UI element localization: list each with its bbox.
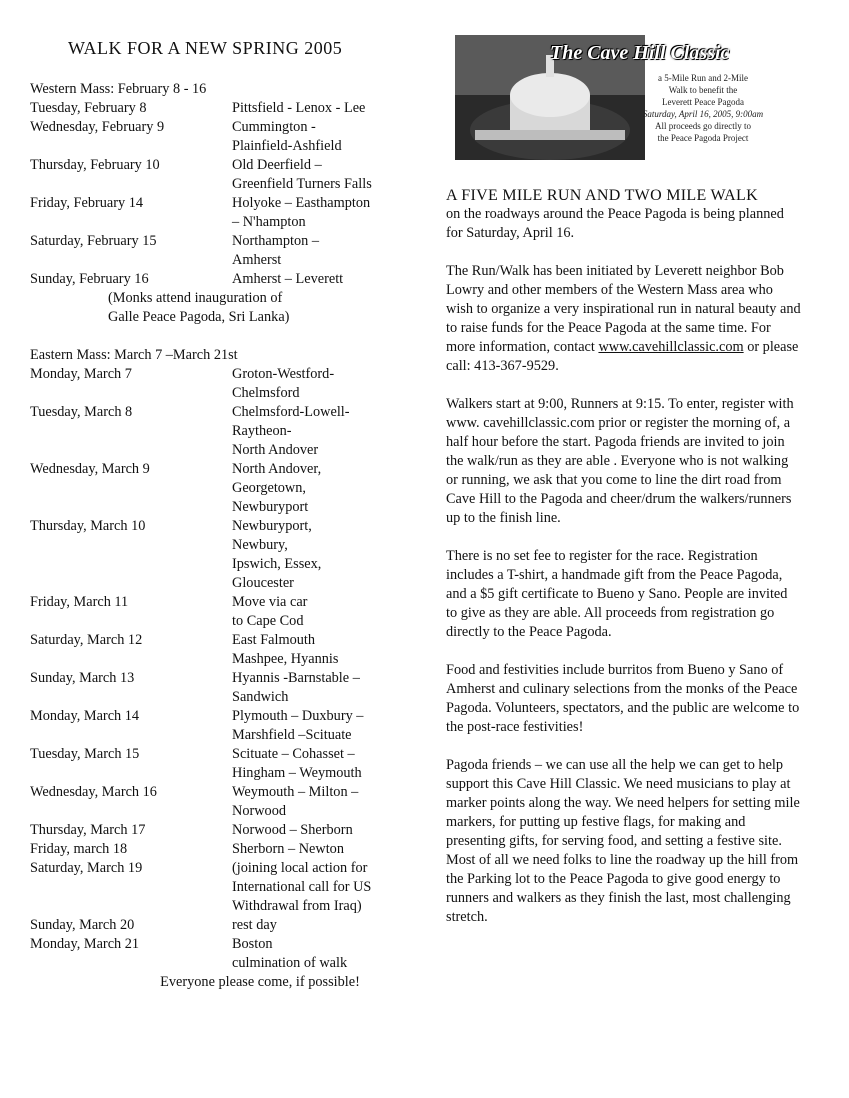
route-line: Plainfield-Ashfield [232, 138, 342, 154]
schedule-row [30, 460, 430, 517]
ad-line-3: Leverett Peace Pagoda [662, 97, 744, 107]
route-line: Hingham – Weymouth [232, 765, 362, 781]
schedule-row [30, 935, 430, 973]
schedule-day: Saturday, February 15 [30, 233, 157, 249]
schedule-route [232, 460, 430, 517]
route-line: Scituate – Cohasset – [232, 746, 355, 762]
route-line: Cummington - [232, 119, 316, 135]
schedule-day: Thursday, March 17 [30, 822, 146, 838]
schedule-row [30, 593, 430, 631]
route-line: Chelmsford [232, 385, 300, 401]
schedule-day: Tuesday, March 15 [30, 746, 140, 762]
schedule-route [232, 232, 430, 270]
route-line: International call for US [232, 879, 372, 895]
route-line: Newburyport, [232, 518, 312, 534]
route-line: Sherborn – Newton [232, 841, 344, 857]
article-paragraph-2: Walkers start at 9:00, Runners at 9:15. To enter, register with www. cavehillclassic.com prior or register the morning of, a half hour before the start. Pagoda friends are invited to join the walk/run as they are able . Everyone who is not walking or running, we ask that you come to line the dirt road from Cave Hill to the Pagoda and cheer/drum the walkers/runners up to the finish line. [446, 396, 794, 526]
schedule-route [232, 194, 430, 232]
route-line: Georgetown, [232, 480, 306, 496]
schedule-route [232, 99, 430, 118]
route-line: – N'hampton [232, 214, 306, 230]
schedule-row [30, 783, 430, 821]
route-line: Old Deerfield – [232, 157, 322, 173]
route-line: Norwood – Sherborn [232, 822, 353, 838]
route-line: (joining local action for [232, 860, 368, 876]
route-line: Chelmsford-Lowell- [232, 404, 350, 420]
route-line: Boston [232, 936, 273, 952]
schedule-row [30, 403, 430, 460]
schedule-row [30, 156, 430, 194]
route-line: culmination of walk [232, 955, 348, 971]
western-note-line-2: Galle Peace Pagoda, Sri Lanka) [108, 309, 290, 325]
schedule-route [232, 840, 430, 859]
website-link[interactable]: www.cavehillclassic.com [598, 339, 744, 355]
route-line: Ipswich, Essex, [232, 556, 322, 572]
route-line: Mashpee, Hyannis [232, 651, 339, 667]
schedule-day: Tuesday, March 8 [30, 404, 133, 420]
schedule-route [232, 270, 430, 289]
schedule-route [232, 745, 430, 783]
schedule-row [30, 365, 430, 403]
schedule-route [232, 916, 430, 935]
schedule-route [232, 783, 430, 821]
schedule-row [30, 631, 430, 669]
article-paragraph-1 [446, 262, 802, 376]
route-line: Pittsfield - Lenox - Lee [232, 100, 366, 116]
schedule-route [232, 707, 430, 745]
paragraph-1-end: or please call: 413-367-9529. [446, 339, 799, 374]
ad-banner: The Cave Hill Classic [550, 42, 730, 64]
route-line: Withdrawal from Iraq) [232, 898, 362, 914]
schedule-day: Friday, march 18 [30, 841, 128, 857]
schedule-day: Wednesday, March 9 [30, 461, 150, 477]
schedule-row [30, 916, 430, 935]
eastern-heading: Eastern Mass: March 7 –March 21st [30, 347, 238, 363]
ad-line-1: a 5-Mile Run and 2-Mile [658, 73, 748, 83]
route-line: rest day [232, 917, 277, 933]
route-line: Sandwich [232, 689, 289, 705]
route-line: Newburyport [232, 499, 309, 515]
route-line: Marshfield –Scituate [232, 727, 352, 743]
route-line: North Andover, [232, 461, 322, 477]
route-line: Raytheon- [232, 423, 292, 439]
schedule-day: Sunday, March 20 [30, 917, 135, 933]
ad-text [618, 72, 788, 144]
schedule-row [30, 270, 430, 289]
page-title: WALK FOR A NEW SPRING 2005 [68, 38, 343, 58]
schedule-day: Monday, March 7 [30, 366, 132, 382]
schedule-row [30, 99, 430, 118]
ad-date: Saturday, April 16, 2005, 9:00am [642, 109, 764, 119]
schedule-row [30, 821, 430, 840]
schedule-route [232, 859, 430, 916]
schedule-row [30, 745, 430, 783]
route-line: Amherst – Leverett [232, 271, 344, 287]
schedule [30, 80, 430, 992]
schedule-row [30, 517, 430, 593]
article-headline: A FIVE MILE RUN AND TWO MILE WALK [446, 187, 758, 204]
route-line: Newbury, [232, 537, 288, 553]
schedule-footer: Everyone please come, if possible! [160, 974, 360, 990]
western-schedule [30, 99, 430, 289]
western-heading: Western Mass: February 8 - 16 [30, 81, 207, 97]
route-line: East Falmouth [232, 632, 315, 648]
schedule-route [232, 118, 430, 156]
schedule-route [232, 935, 430, 973]
eastern-schedule [30, 365, 430, 973]
schedule-row [30, 194, 430, 232]
schedule-route [232, 517, 430, 593]
schedule-row [30, 859, 430, 916]
route-line: Northampton – [232, 233, 319, 249]
schedule-day: Monday, March 14 [30, 708, 140, 724]
schedule-day: Sunday, February 16 [30, 271, 149, 287]
schedule-route [232, 365, 430, 403]
schedule-route [232, 593, 430, 631]
route-line: Holyoke – Easthampton [232, 195, 371, 211]
ad-line-5: the Peace Pagoda Project [657, 133, 749, 143]
schedule-day: Sunday, March 13 [30, 670, 135, 686]
schedule-day: Monday, March 21 [30, 936, 140, 952]
route-line: Amherst [232, 252, 282, 268]
schedule-day: Thursday, February 10 [30, 157, 160, 173]
schedule-route [232, 821, 430, 840]
route-line: Greenfield Turners Falls [232, 176, 372, 192]
schedule-route [232, 156, 430, 194]
article-intro: on the roadways around the Peace Pagoda is being planned for Saturday, April 16. [446, 206, 784, 241]
route-line: Hyannis -Barnstable – [232, 670, 360, 686]
article [446, 186, 802, 946]
ad-line-2: Walk to benefit the [668, 85, 738, 95]
schedule-day: Friday, March 11 [30, 594, 129, 610]
route-line: Norwood [232, 803, 287, 819]
schedule-row [30, 669, 430, 707]
schedule-row [30, 232, 430, 270]
schedule-day: Wednesday, March 16 [30, 784, 157, 800]
schedule-route [232, 631, 430, 669]
article-paragraph-5: Pagoda friends – we can use all the help we can get to help support this Cave Hill Classic. We need musicians to play at marker points along the way. We need helpers for setting mile markers, for putting up festive flags, for making and presenting gifts, for serving food, and setting a festive site. Most of all we need folks to line the roadway up the hill from the Parking lot to the Peace Pagoda to give good energy to runners and walkers as they finish the last, most challenging stretch. [446, 757, 800, 925]
route-line: Gloucester [232, 575, 294, 591]
route-line: Plymouth – Duxbury – [232, 708, 364, 724]
article-paragraph-4: Food and festivities include burritos from Bueno y Sano of Amherst and culinary selections from the monks of the Peace Pagoda. Volunteers, spectators, and the public are welcome to the post-race festivities! [446, 662, 800, 735]
route-line: North Andover [232, 442, 319, 458]
route-line: to Cape Cod [232, 613, 304, 629]
schedule-day: Friday, February 14 [30, 195, 144, 211]
schedule-day: Thursday, March 10 [30, 518, 146, 534]
schedule-day: Saturday, March 12 [30, 632, 143, 648]
article-paragraph-3: There is no set fee to register for the race. Registration includes a T-shirt, a handmade gift from the Peace Pagoda, and a $5 gift certificate to Bueno y Sano. People are invited to give as they are able. All proceeds from registration go directly to the Peace Pagoda. [446, 548, 788, 640]
schedule-row [30, 707, 430, 745]
schedule-day: Tuesday, February 8 [30, 100, 147, 116]
schedule-route [232, 669, 430, 707]
schedule-row [30, 118, 430, 156]
schedule-day: Wednesday, February 9 [30, 119, 165, 135]
route-line: Weymouth – Milton – [232, 784, 359, 800]
western-note-line-1: (Monks attend inauguration of [108, 290, 283, 306]
schedule-row [30, 840, 430, 859]
schedule-route [232, 403, 430, 460]
route-line: Move via car [232, 594, 308, 610]
ad-line-4: All proceeds go directly to [655, 121, 751, 131]
paragraph-1-text: The Run/Walk has been initiated by Leverett neighbor Bob Lowry and other members of the Western Mass area who wish to organize a very inspirational run in natural beauty and to raise funds for the Peace Pagoda at the same time. For more information, contact [446, 263, 801, 355]
route-line: Groton-Westford- [232, 366, 335, 382]
schedule-day: Saturday, March 19 [30, 860, 143, 876]
